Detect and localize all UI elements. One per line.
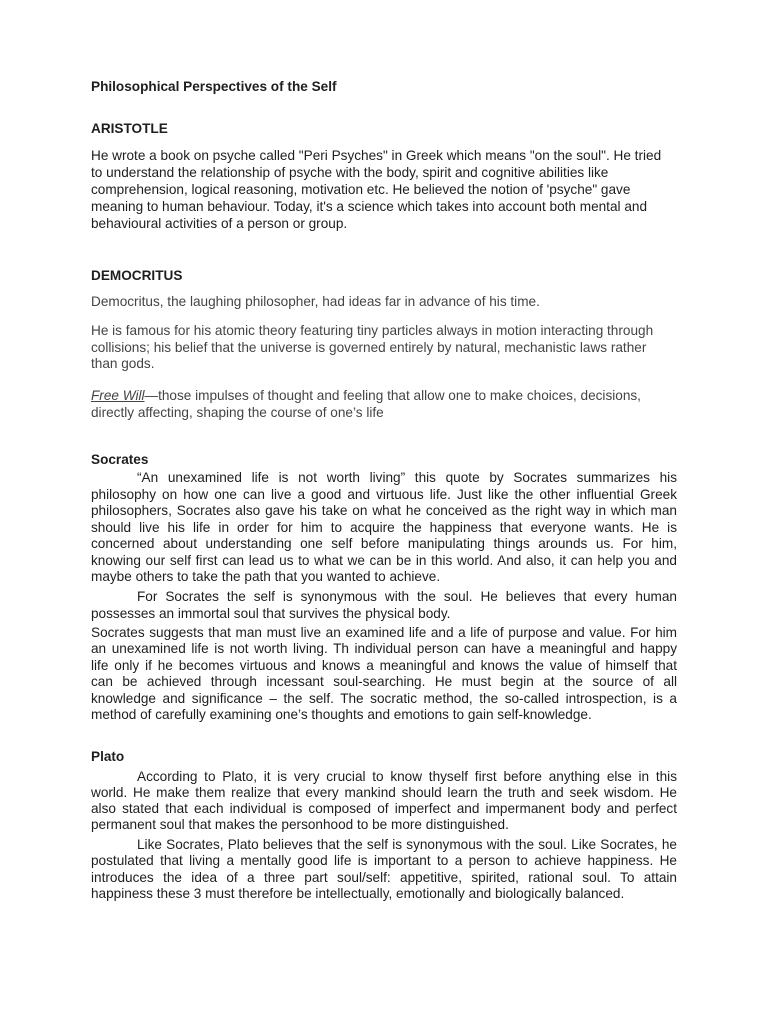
socrates-paragraph-3: [91, 625, 677, 723]
aristotle-paragraph: [91, 147, 677, 232]
paragraph-line: Socrates suggests that man must live an examined life and a life of purpose and value. For him: [91, 625, 677, 640]
paragraph-line: concerned about understanding one self before manipulating things arounds us. For him,: [91, 536, 677, 551]
paragraph-line: For Socrates the self is synonymous with the soul. He believes that every human: [137, 589, 677, 604]
paragraph-line: should live his life in order for him to acquire the happiness that everyone wants. He is: [91, 519, 677, 535]
paragraph-line: world. He make them realize that every mankind should learn the truth and seek wisdom. He: [91, 785, 677, 800]
free-will-definition-text: —those impulses of thought and feeling that allow one to make choices, decisions,: [144, 388, 641, 403]
paragraph-line: than gods.: [91, 356, 155, 371]
paragraph-line: to understand the relationship of psyche with the body, spirit and cognitive abilities like: [91, 165, 609, 180]
section-heading-aristotle: ARISTOTLE: [91, 121, 168, 136]
document-title: Philosophical Perspectives of the Self: [91, 79, 337, 94]
paragraph-line: According to Plato, it is very crucial to know thyself first before anything else in this: [137, 769, 677, 784]
free-will-term: Free Will: [91, 388, 145, 403]
paragraph-line: “An unexamined life is not worth living” this quote by Socrates summarizes his: [137, 470, 677, 485]
paragraph-line: knowing our self first can lead us to what we can be in this world. And also, it can help you and: [91, 552, 677, 568]
paragraph-line: can be achieved through incessant soul-searching. He must begin at the source of all: [91, 674, 677, 690]
free-will-definition: [91, 387, 677, 421]
paragraph-line: maybe others to take the path that you wanted to achieve.: [91, 569, 441, 584]
paragraph-line: He is famous for his atomic theory featuring tiny particles always in motion interacting through: [91, 323, 654, 338]
paragraph-line: Like Socrates, Plato believes that the self is synonymous with the soul. Like Socrates, he: [137, 837, 677, 852]
socrates-paragraph-1: [91, 470, 677, 586]
plato-paragraph-2: [91, 837, 677, 902]
paragraph-line: postulated that living a mentally good life is important to a person to achieve happiness. He: [91, 853, 677, 869]
democritus-intro: [91, 293, 677, 310]
plato-paragraph-1: [91, 769, 677, 833]
paragraph-line: an unexamined life is not worth living. Th individual person can have a meaningful and happy: [91, 641, 677, 657]
paragraph-line: method of carefully examining one’s thoughts and emotions to gain self-knowledge.: [91, 706, 592, 722]
socrates-paragraph-2: [91, 589, 677, 622]
paragraph-line: happiness these 3 must therefore be intellectually, emotionally and biologically balanced.: [91, 885, 625, 901]
paragraph-line: possesses an immortal soul that survives the physical body.: [91, 605, 451, 621]
paragraph-line: directly affecting, shaping the course of one’s life: [91, 405, 384, 420]
paragraph-line: collisions; his belief that the universe is governed entirely by natural, mechanistic laws rather: [91, 339, 647, 355]
paragraph-line: behavioural activities of a person or group.: [91, 216, 348, 231]
paragraph-line: life only if he becomes virtuous and knows a meaningful and knows the value of himself that: [91, 657, 677, 673]
paragraph-line: knowledge and significance – the self. The socratic method, the so-called introspection, is a: [91, 690, 677, 706]
paragraph-line: Democritus, the laughing philosopher, had ideas far in advance of his time.: [91, 294, 540, 309]
paragraph-line: meaning to human behaviour. Today, it's a science which takes into account both mental and: [91, 199, 648, 214]
section-heading-democritus: DEMOCRITUS: [91, 268, 183, 283]
section-heading-plato: Plato: [91, 749, 125, 764]
democritus-theory-paragraph: [91, 323, 677, 373]
paragraph-line: [91, 387, 677, 404]
section-heading-socrates: Socrates: [91, 452, 149, 467]
paragraph-line: philosophers, Socrates also gave his take on what he conceived as the right way in which man: [91, 503, 677, 518]
paragraph-line: permanent soul that makes the personhood to be more distinguished.: [91, 817, 509, 832]
paragraph-line: philosophy on how one can live a good and virtuous life. Just like the other influential Greek: [91, 486, 677, 502]
paragraph-line: He wrote a book on psyche called "Peri Psyches" in Greek which means "on the soul". He tried: [91, 148, 662, 163]
paragraph-line: comprehension, logical reasoning, motivation etc. He believed the notion of 'psyche" gave: [91, 182, 631, 197]
paragraph-line: introduces the idea of a three part soul/self: appetitive, spirited, rational soul. To attain: [91, 869, 677, 885]
paragraph-line: also stated that each individual is composed of imperfect and impermanent body and perfect: [91, 801, 677, 816]
